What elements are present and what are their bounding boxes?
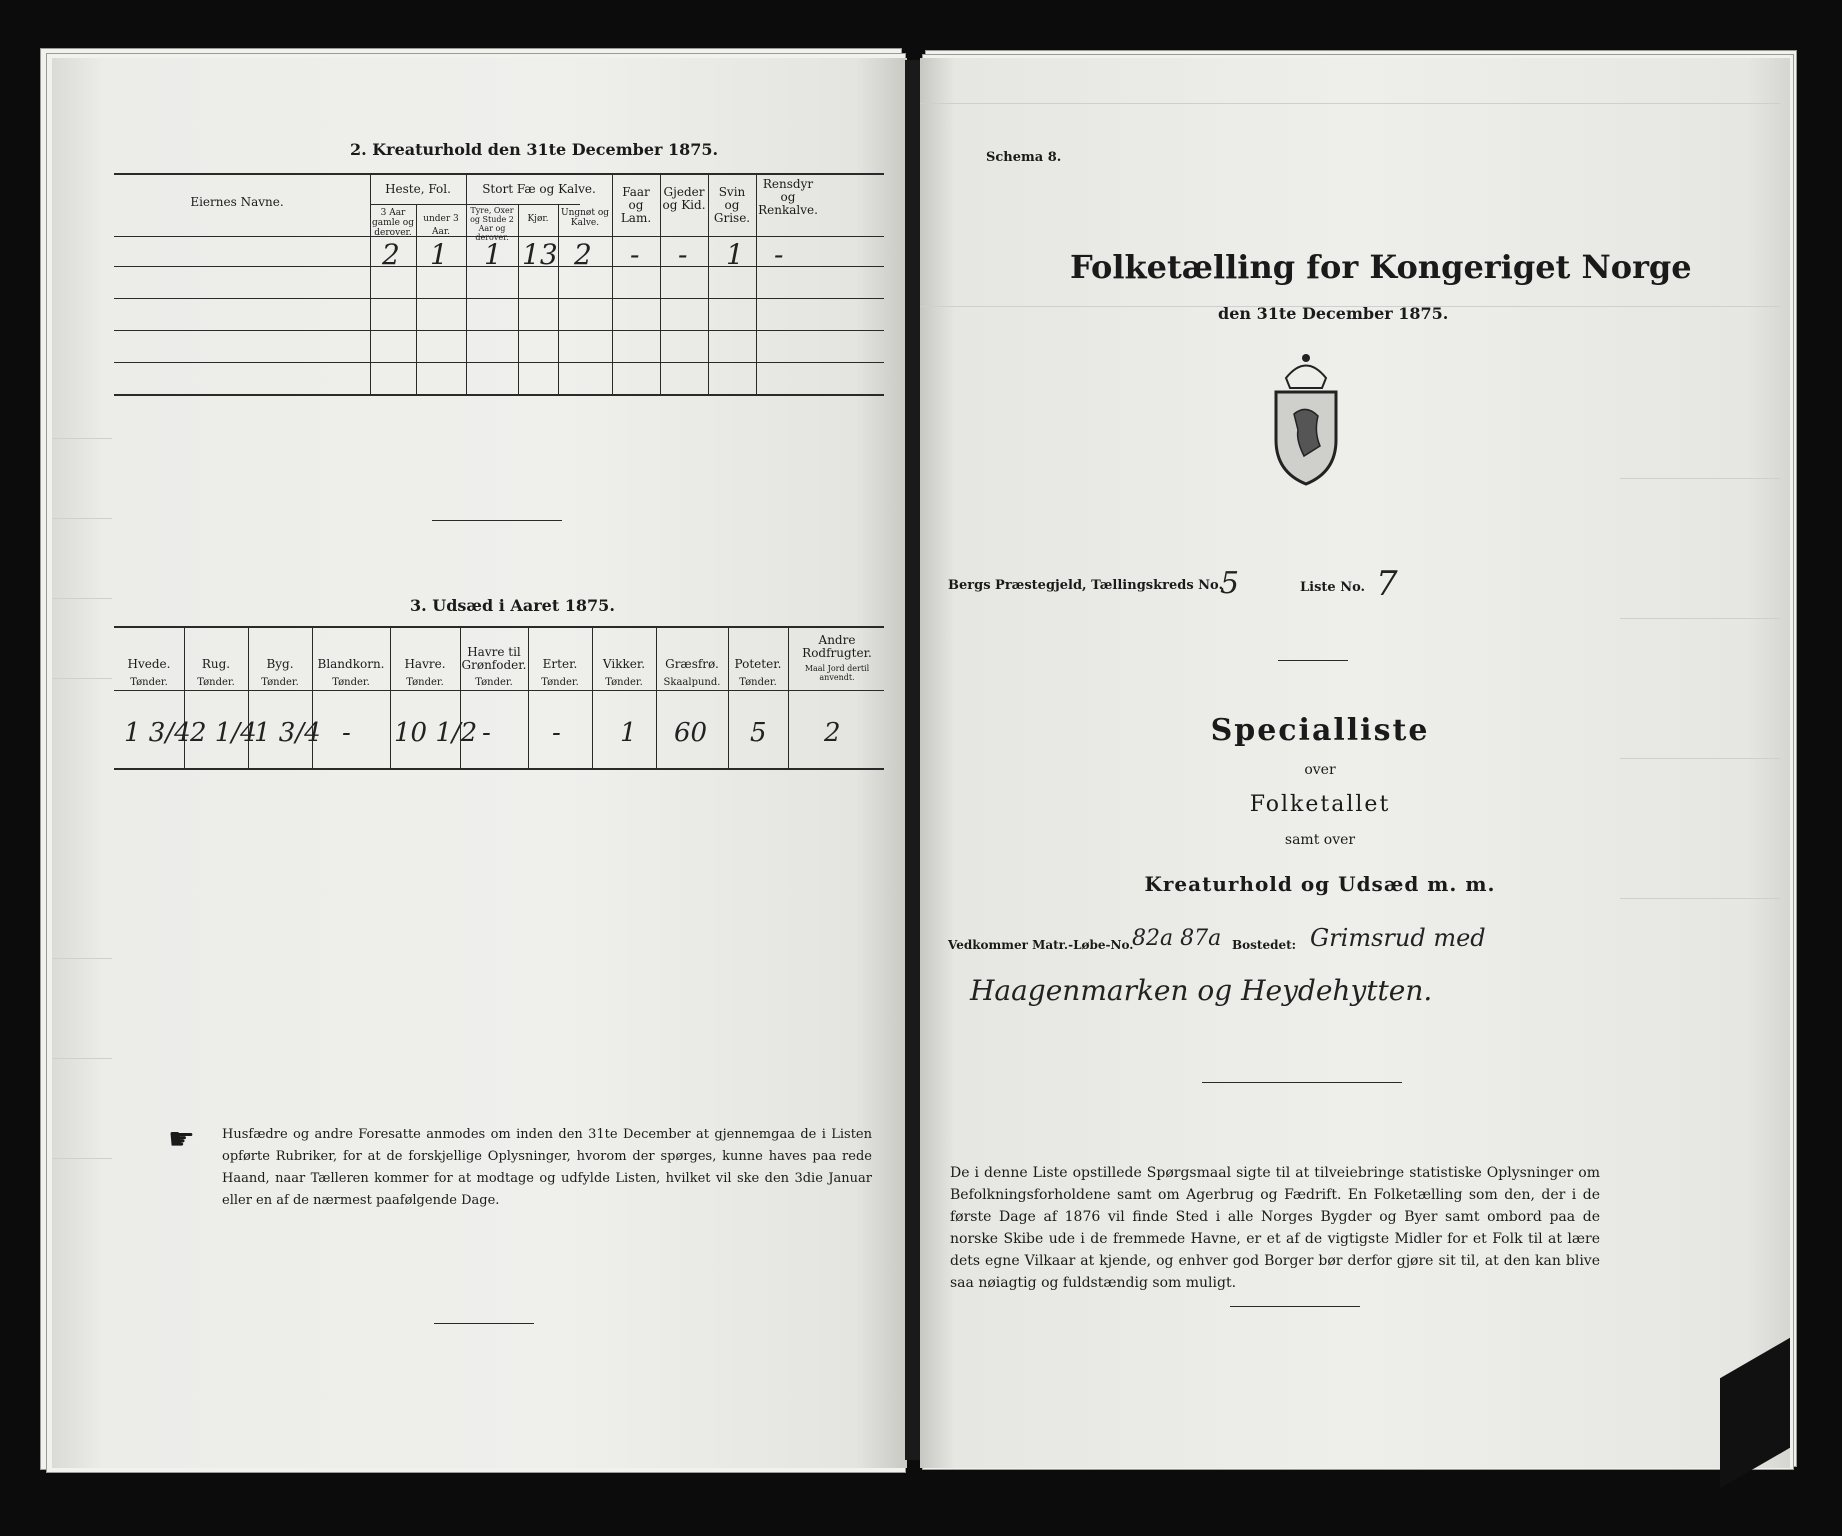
col-rule xyxy=(660,173,661,394)
udsaed-bottom-border xyxy=(114,768,884,770)
bosted-value-1: Grimsrud med xyxy=(1310,924,1486,952)
row-rule xyxy=(114,298,884,299)
left-page xyxy=(52,58,907,1468)
udsaed-col-name: Erter. xyxy=(542,657,578,671)
udsaed-col-name: Byg. xyxy=(266,657,294,671)
value-gjeder: - xyxy=(678,238,688,271)
over-text: over xyxy=(1304,762,1336,778)
udsaed-value-vikker: 1 xyxy=(620,718,637,748)
value-kjor: 13 xyxy=(522,238,558,271)
col-kjor: Kjør. xyxy=(527,214,549,224)
udsaed-col-unit: Tønder. xyxy=(541,677,579,688)
col-rensdyr: Rensdyr og Renkalve. xyxy=(758,177,818,217)
udsaed-col-unit: Maal Jord dertil anvendt. xyxy=(804,664,870,682)
schema-label: Schema 8. xyxy=(986,150,1062,165)
date-line: den 31te December 1875. xyxy=(1218,304,1449,323)
udsaed-top-border xyxy=(114,626,884,628)
udsaed-col-unit: Skaalpund. xyxy=(663,677,721,688)
udsaed-col-name: Poteter. xyxy=(734,657,782,671)
udsaed-col-name: Blandkorn. xyxy=(317,657,385,671)
value-svin: 1 xyxy=(726,238,744,271)
right-page xyxy=(920,58,1790,1468)
udsaed-col-name: Havre til Grønfoder. xyxy=(461,645,527,672)
heste-group-rule xyxy=(370,204,580,205)
liste-no: 7 xyxy=(1376,564,1398,604)
col-rule xyxy=(592,626,593,768)
udsaed-value-hvede: 1 3/4 xyxy=(124,718,191,748)
col-tyre: Tyre, Oxer og Stude 2 Aar og derover. xyxy=(470,206,514,242)
udsaed-value-rodfrugter: 2 xyxy=(824,718,841,748)
col-rule xyxy=(788,626,789,768)
udsaed-col-name: Vikker. xyxy=(602,657,646,671)
specialliste-title: Specialliste xyxy=(1210,713,1430,748)
district-no: 5 xyxy=(1220,566,1240,601)
page-clip xyxy=(1720,1338,1790,1488)
udsaed-col-unit: Tønder. xyxy=(475,677,513,688)
district-label: Bergs Præstegjeld, Tællingskreds No. xyxy=(948,578,1224,593)
divider xyxy=(1202,1082,1402,1083)
bosted-value-2: Haagenmarken og Heydehytten. xyxy=(970,974,1433,1007)
bottom-divider xyxy=(1230,1306,1360,1307)
udsaed-col-name: Hvede. xyxy=(127,657,171,671)
udsaed-col-name: Græsfrø. xyxy=(665,657,719,671)
matr-label: Vedkommer Matr.-Løbe-No. xyxy=(948,938,1134,952)
row-rule xyxy=(114,362,884,363)
pointing-hand-icon: ☛ xyxy=(168,1122,195,1157)
col-rule xyxy=(612,173,613,394)
col-rule xyxy=(656,626,657,768)
table-bottom-border xyxy=(114,394,884,396)
col-rule xyxy=(518,204,519,394)
col-rule xyxy=(756,173,757,394)
udsaed-value-graesfro: 60 xyxy=(674,718,708,748)
notice-text: Husfædre og andre Foresatte anmodes om inden den 31te December at gjennemgaa de i Listen opførte Rubriker, for at de forskjellige Oplysninger, hvorom der spørges, kunne haves paa rede Haand, naar Tælleren kommer for at modtage og udfylde Listen, hvilket vil ske den 3die Januar eller en af de nærmest paafølgende Dage. xyxy=(222,1127,872,1208)
instruction-paragraph: De i denne Liste opstillede Spørgsmaal sigte til at tilveiebringe statistiske Oplysninger om Befolkningsforholdene samt om Agerbrug og Fædrift. En Folketælling som den, der i de første Dage af 1876 vil finde Sted i alle Norges Bygder og Byer samt ombord paa de norske Skibe ude i de fremmede Havne, er et af de vigtigste Midler for et Folk til at lære dets egne Vilkaar at kjende, og enhver god Borger bør derfor gjøre sit til, at den kan blive saa nøiagtig og fuldstændig som muligt. xyxy=(950,1165,1600,1291)
kreaturhold-line: Kreaturhold og Udsæd m. m. xyxy=(1144,872,1496,896)
matr-value: 82a 87a xyxy=(1132,926,1222,951)
udsaed-value-havre: 10 1/2 xyxy=(394,718,478,748)
udsaed-value-blandkorn: - xyxy=(342,718,351,748)
udsaed-value-erter: - xyxy=(552,718,561,748)
row-rule xyxy=(114,330,884,331)
col-rule xyxy=(558,204,559,394)
udsaed-value-byg: 1 3/4 xyxy=(254,718,321,748)
udsaed-col-unit: Tønder. xyxy=(406,677,444,688)
col-rule xyxy=(390,626,391,768)
stort-group-header: Stort Fæ og Kalve. xyxy=(482,182,596,196)
udsaed-header-rule xyxy=(114,690,884,691)
col-rule xyxy=(728,626,729,768)
value-tyre: 1 xyxy=(484,238,502,271)
udsaed-col-unit: Tønder. xyxy=(130,677,168,688)
udsaed-col-name: Andre Rodfrugter. xyxy=(802,633,872,660)
col-gjeder: Gjeder og Kid. xyxy=(662,185,706,212)
col-svin: Svin og Grise. xyxy=(713,185,751,225)
divider xyxy=(1278,660,1348,661)
udsaed-col-unit: Tønder. xyxy=(605,677,643,688)
value-faar: - xyxy=(630,238,640,271)
udsaed-col-unit: Tønder. xyxy=(261,677,299,688)
col-faar: Faar og Lam. xyxy=(620,185,652,225)
kreaturhold-title: 2. Kreaturhold den 31te December 1875. xyxy=(350,140,719,159)
udsaed-col-unit: Tønder. xyxy=(739,677,777,688)
col-ungnot: Ungnøt og Kalve. xyxy=(560,208,609,228)
value-heste-under: 1 xyxy=(430,238,448,271)
udsaed-value-gronfoder: - xyxy=(482,718,491,748)
udsaed-title: 3. Udsæd i Aaret 1875. xyxy=(410,596,615,615)
main-title: Folketælling for Kongeriget Norge xyxy=(1070,248,1692,286)
udsaed-col-name: Rug. xyxy=(201,657,231,671)
udsaed-value-rug: 2 1/4 xyxy=(190,718,257,748)
coat-of-arms-icon xyxy=(1256,348,1356,488)
bosted-label: Bostedet: xyxy=(1232,938,1297,952)
udsaed-col-unit: Tønder. xyxy=(197,677,235,688)
col-rule xyxy=(708,173,709,394)
samt-over-text: samt over xyxy=(1284,832,1356,848)
udsaed-col-name: Havre. xyxy=(404,657,446,671)
value-heste-gamle: 2 xyxy=(382,238,400,271)
folketallet-text: Folketallet xyxy=(1249,792,1391,817)
liste-label: Liste No. xyxy=(1300,580,1366,595)
owner-header: Eiernes Navne. xyxy=(190,195,284,209)
col-rule xyxy=(528,626,529,768)
col-rule xyxy=(370,173,371,394)
udsaed-value-poteter: 5 xyxy=(750,718,767,748)
col-heste-under: under 3 Aar. xyxy=(423,214,459,237)
bottom-divider xyxy=(434,1323,534,1324)
heste-group-header: Heste, Fol. xyxy=(385,182,451,196)
section-divider xyxy=(432,520,562,521)
value-rensdyr: - xyxy=(774,238,784,271)
value-ungnot: 2 xyxy=(574,238,592,271)
col-heste-gamle: 3 Aar gamle og derover. xyxy=(372,208,414,238)
table-top-border xyxy=(114,173,884,175)
udsaed-col-unit: Tønder. xyxy=(332,677,370,688)
